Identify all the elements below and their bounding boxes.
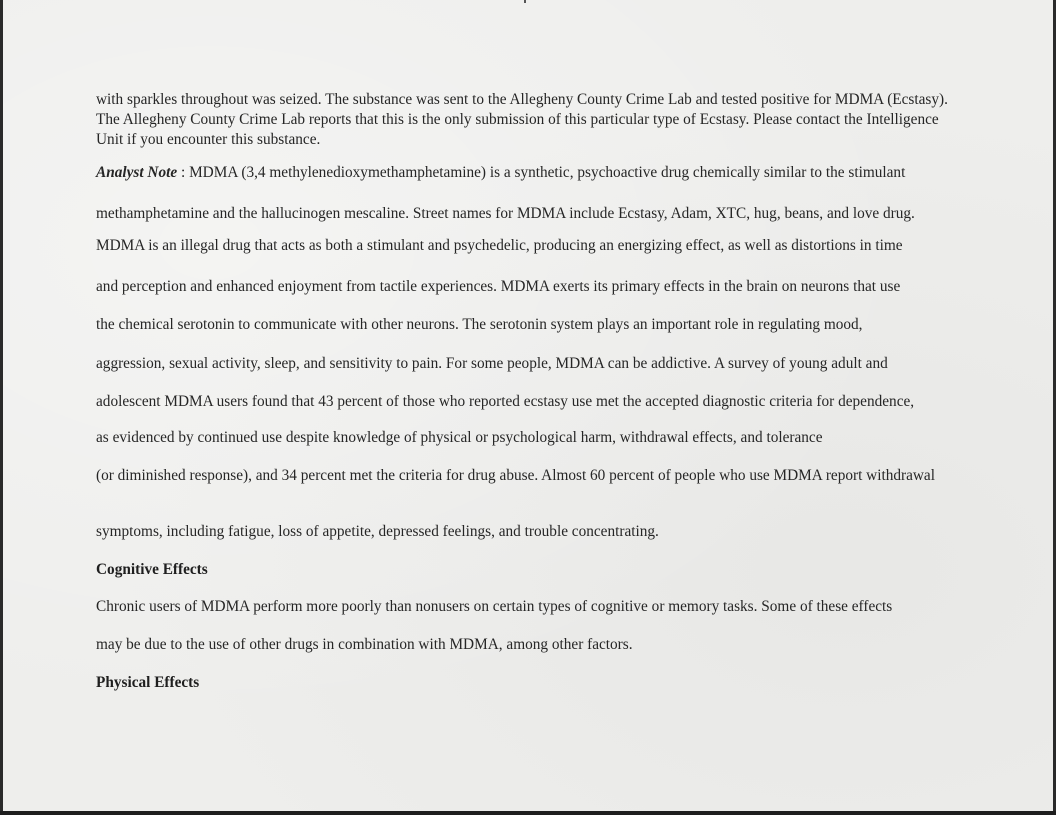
scan-edge-left (0, 0, 3, 815)
intro-paragraph: with sparkles throughout was seized. The substance was sent to the Allegheny County Crime Lab and tested positive for MDMA (Ecstasy). The Allegheny County Crime Lab reports that this is the only submission of this particular type of Ecstasy. Please contact the Intelligence Unit if you encounter this substance. (96, 91, 948, 148)
physical-effects-heading: Physical Effects (96, 674, 200, 691)
analyst-note-text-1: MDMA (3,4 methylenedioxymethamphetamine) is a synthetic, psychoactive drug chemically similar to the stimulant (189, 164, 906, 181)
analyst-note-line-6: aggression, sexual activity, sleep, and sensitivity to pain. For some people, MDMA can be addictive. A survey of young adult and (96, 355, 888, 372)
analyst-note-label: Analyst Note (96, 164, 178, 181)
cognitive-effects-heading: Cognitive Effects (96, 561, 208, 578)
scan-edge-bottom (0, 811, 1056, 815)
analyst-note-line-1 (96, 163, 996, 183)
cognitive-effects-line-2: may be due to the use of other drugs in combination with MDMA, among other factors. (96, 636, 633, 653)
analyst-note-line-2: methamphetamine and the hallucinogen mescaline. Street names for MDMA include Ecstasy, Adam, XTC, hug, beans, and love drug. (96, 205, 915, 222)
analyst-note-line-8: as evidenced by continued use despite knowledge of physical or psychological harm, withdrawal effects, and tolerance (96, 429, 823, 446)
analyst-note-line-4: and perception and enhanced enjoyment from tactile experiences. MDMA exerts its primary effects in the brain on neurons that use (96, 278, 901, 295)
analyst-note-line-5: the chemical serotonin to communicate with other neurons. The serotonin system plays an important role in regulating mood, (96, 316, 863, 333)
analyst-note-line-7: adolescent MDMA users found that 43 percent of those who reported ecstasy use met the accepted diagnostic criteria for dependence, (96, 393, 915, 410)
scan-mark (524, 0, 526, 3)
analyst-note-line-9: (or diminished response), and 34 percent met the criteria for drug abuse. Almost 60 percent of people who use MDMA report withdrawal (96, 467, 935, 484)
cognitive-effects-line-1: Chronic users of MDMA perform more poorly than nonusers on certain types of cognitive or memory tasks. Some of these effects (96, 598, 893, 615)
analyst-note-line-10: symptoms, including fatigue, loss of appetite, depressed feelings, and trouble concentrating. (96, 523, 659, 540)
analyst-note-line-3: MDMA is an illegal drug that acts as both a stimulant and psychedelic, producing an energizing effect, as well as distortions in time (96, 237, 903, 254)
analyst-note-separator: : (177, 164, 190, 181)
